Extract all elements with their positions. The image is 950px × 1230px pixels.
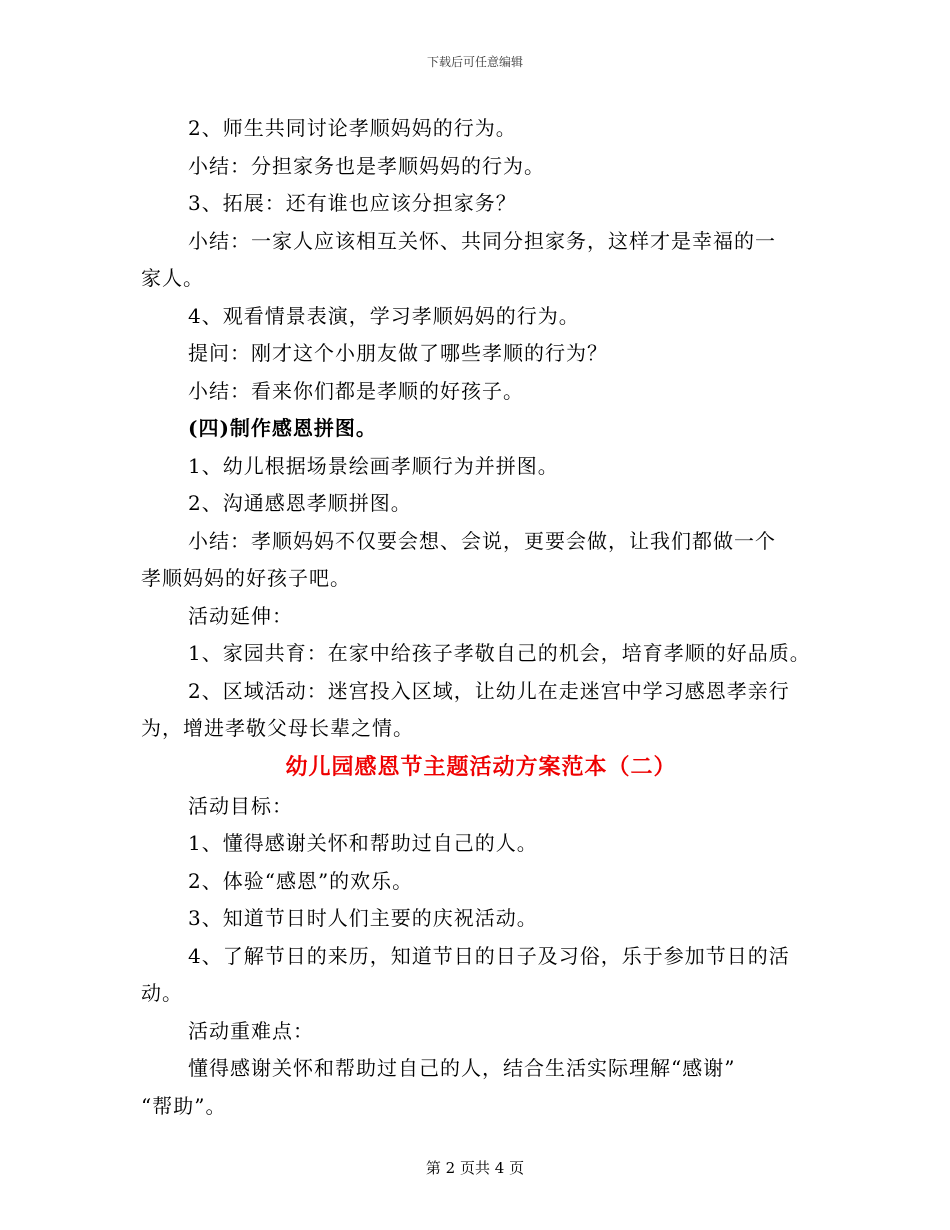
paragraph-line: 1、家园共育：在家中给孩子孝敬自己的机会，培育孝顺的好品质。 bbox=[188, 641, 811, 665]
paragraph-line: 家人。 bbox=[141, 266, 204, 290]
paragraph-line: 动。 bbox=[141, 981, 183, 1005]
paragraph-line: 1、幼儿根据场景绘画孝顺行为并拼图。 bbox=[188, 453, 559, 478]
paragraph-line: 活动目标： bbox=[188, 793, 293, 818]
paragraph-line: “帮助”。 bbox=[141, 1093, 227, 1118]
paragraph-line: 2、区域活动：迷宫投入区域，让幼儿在走迷宫中学习感恩孝亲行 bbox=[188, 678, 790, 703]
paragraph-line: 3、拓展：还有谁也应该分担家务？ bbox=[188, 191, 517, 215]
paragraph-line: 小结：一家人应该相互关怀、共同分担家务，这样才是幸福的一 bbox=[188, 228, 776, 253]
paragraph-line: 2、体验“感恩”的欢乐。 bbox=[188, 868, 414, 893]
paragraph-line: 活动重难点： bbox=[188, 1018, 314, 1043]
paragraph-line: 4、了解节日的来历，知道节日的日子及习俗，乐于参加节日的活 bbox=[188, 943, 790, 968]
paragraph-line: 小结：看来你们都是孝顺的好孩子。 bbox=[188, 378, 524, 403]
paragraph-line: 小结：孝顺妈妈不仅要会想、会说，更要会做，让我们都做一个 bbox=[188, 528, 776, 553]
paragraph-line: 提问：刚才这个小朋友做了哪些孝顺的行为？ bbox=[188, 341, 608, 365]
page-header: 下载后可任意编辑 bbox=[426, 55, 523, 69]
paragraph-line: 懂得感谢关怀和帮助过自己的人，结合生活实际理解“感谢” bbox=[188, 1056, 736, 1080]
paragraph-line: 3、知道节日时人们主要的庆祝活动。 bbox=[188, 906, 538, 930]
page-footer: 第 2 页共 4 页 bbox=[425, 1159, 525, 1177]
document-body bbox=[141, 110, 821, 1125]
paragraph-line: 2、沟通感恩孝顺拼图。 bbox=[188, 491, 412, 515]
paragraph-line: 1、懂得感谢关怀和帮助过自己的人。 bbox=[188, 831, 538, 855]
paragraph-line: 孝顺妈妈的好孩子吧。 bbox=[141, 566, 351, 590]
paragraph-line: 小结：分担家务也是孝顺妈妈的行为。 bbox=[188, 153, 545, 178]
paragraph-line: 4、观看情景表演，学习孝顺妈妈的行为。 bbox=[188, 303, 580, 328]
paragraph-line: 2、师生共同讨论孝顺妈妈的行为。 bbox=[188, 116, 517, 140]
paragraph-line: 为，增进孝敬父母长辈之情。 bbox=[141, 716, 414, 740]
paragraph-line: 活动延伸： bbox=[188, 603, 293, 628]
section-title: 幼儿园感恩节主题活动方案范本（二） bbox=[285, 754, 677, 780]
section-heading: (四)制作感恩拼图。 bbox=[188, 416, 377, 440]
